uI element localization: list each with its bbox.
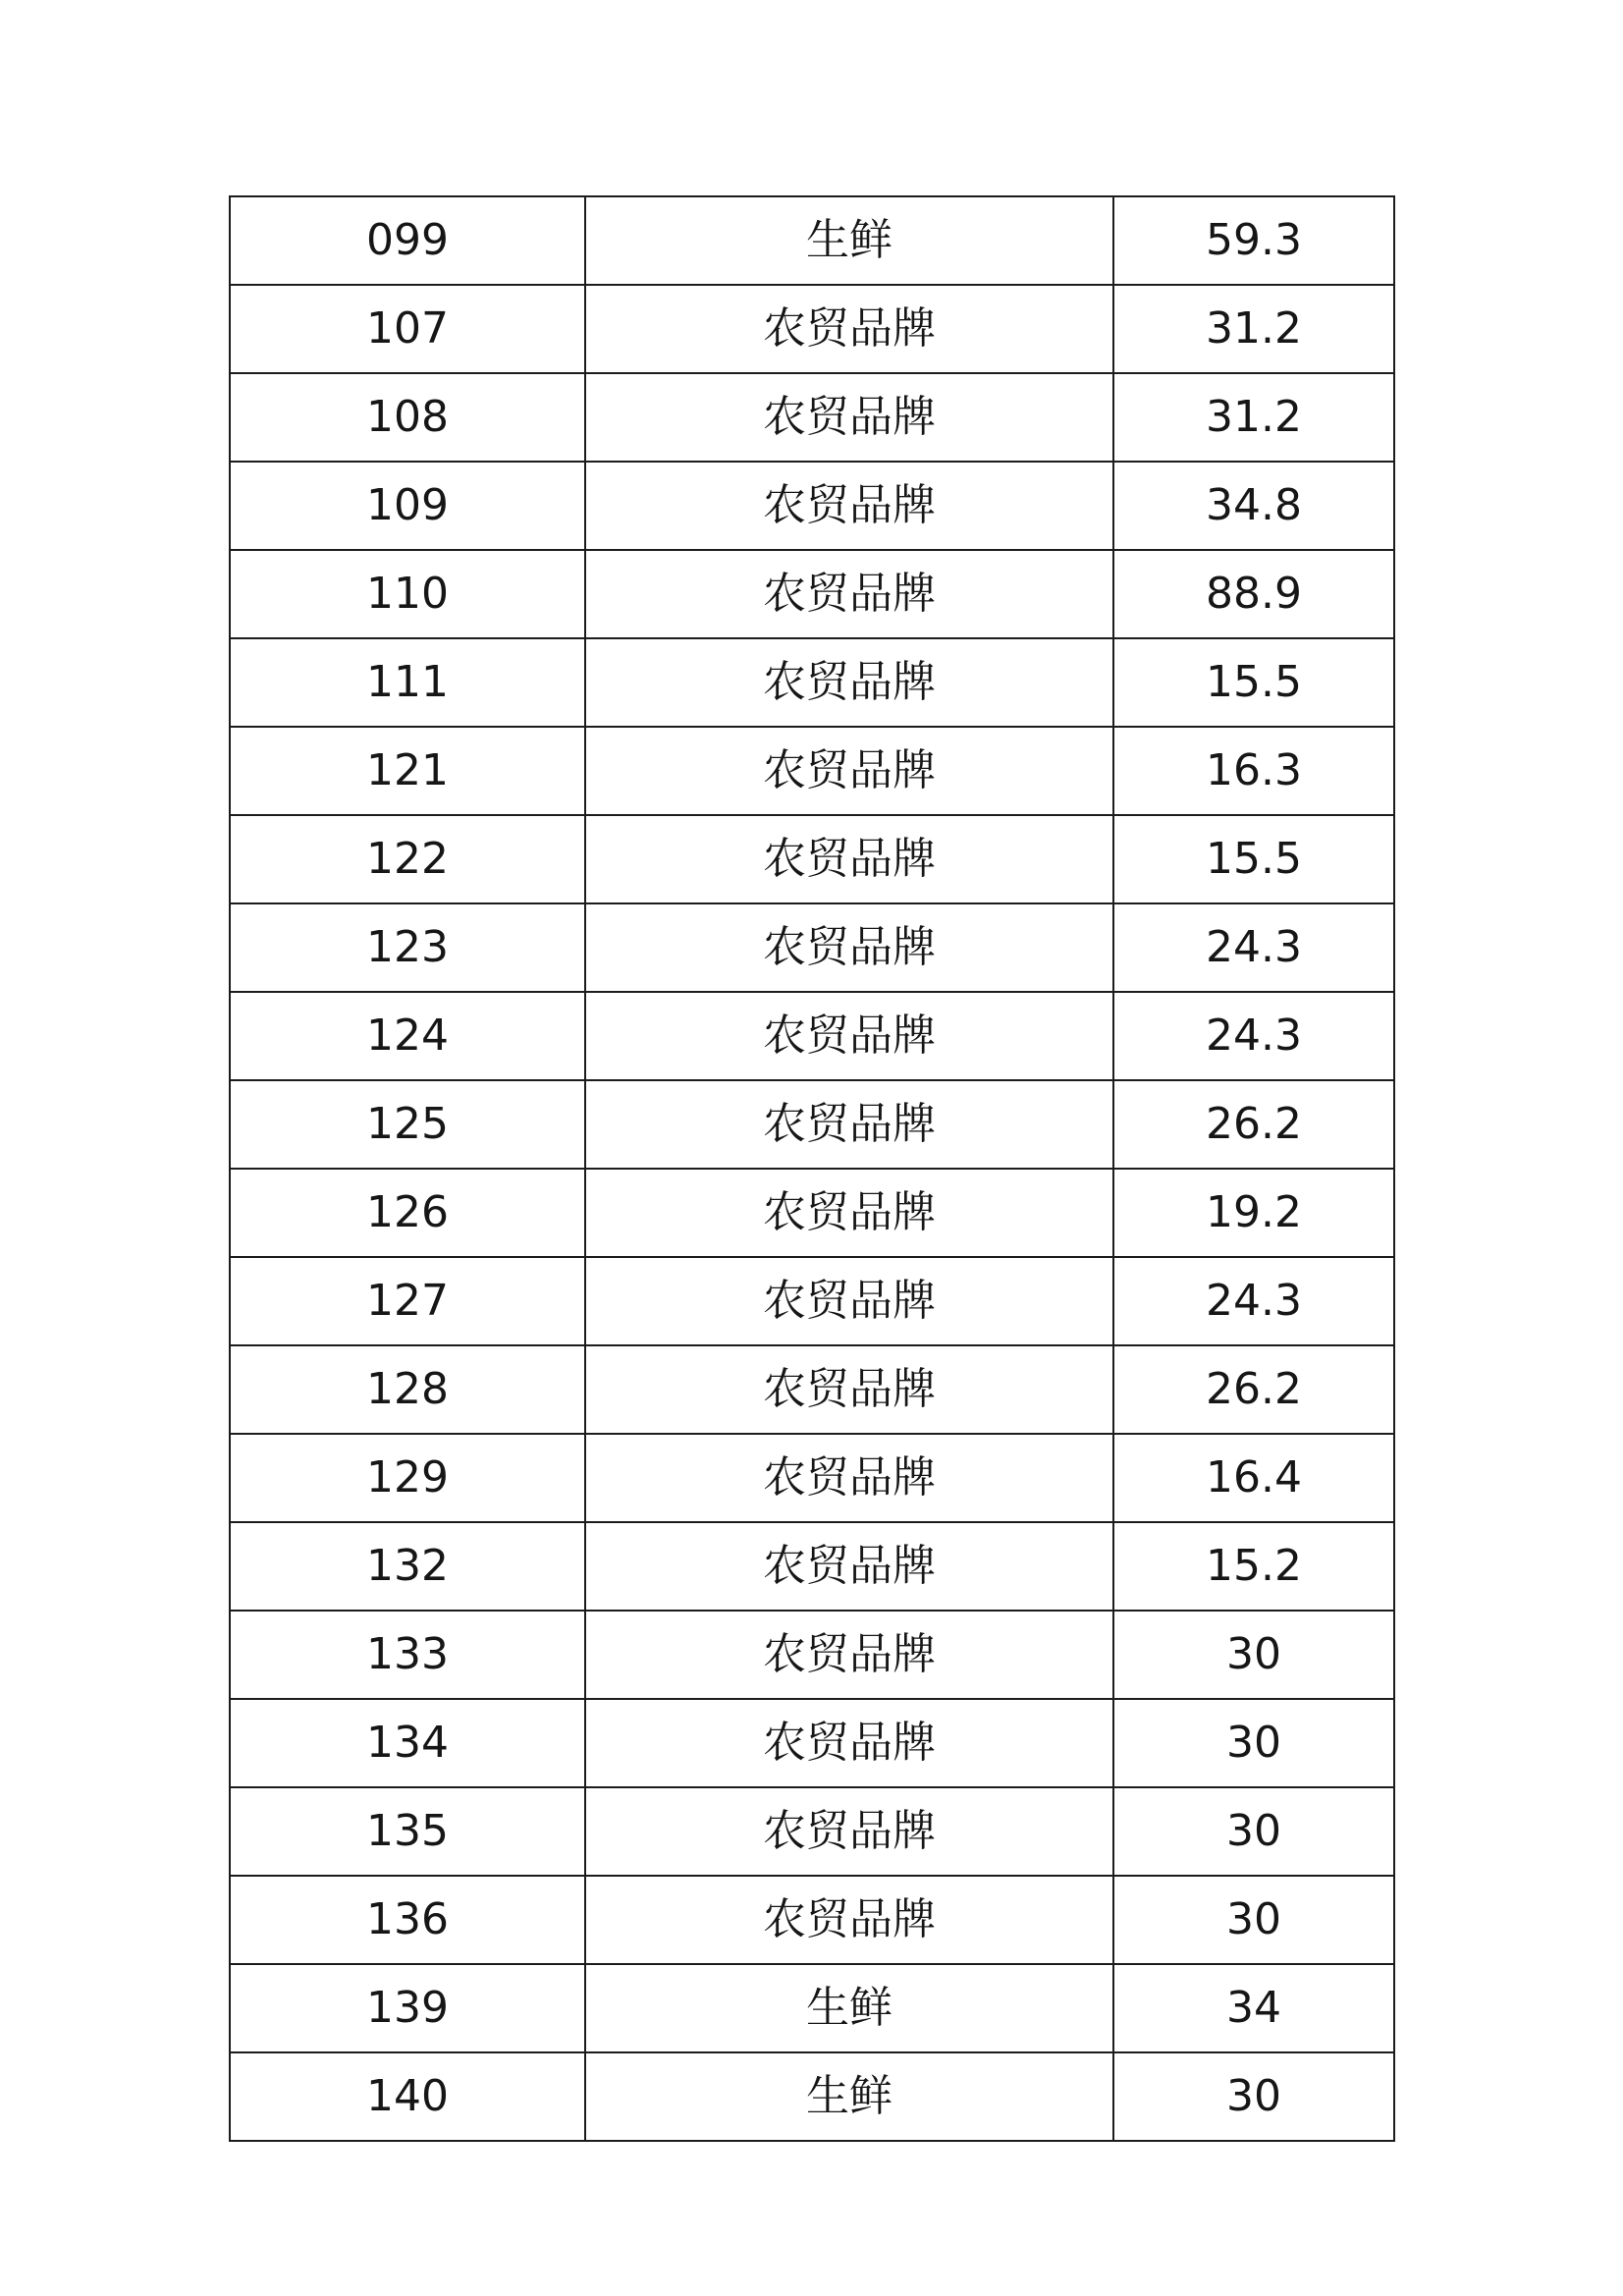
table-row [230,1080,1394,1169]
cell-category: 农贸品牌 [585,903,1113,992]
cell-category: 农贸品牌 [585,1876,1113,1964]
cell-value: 34 [1113,1964,1394,2052]
cell-category: 农贸品牌 [585,1611,1113,1699]
cell-category: 农贸品牌 [585,285,1113,373]
cell-id: 108 [230,373,585,462]
cell-value: 26.2 [1113,1080,1394,1169]
table-row [230,815,1394,903]
cell-id: 133 [230,1611,585,1699]
cell-id: 140 [230,2052,585,2141]
cell-value: 24.3 [1113,1257,1394,1345]
cell-category: 生鲜 [585,2052,1113,2141]
cell-value: 26.2 [1113,1345,1394,1434]
cell-id: 124 [230,992,585,1080]
cell-id: 135 [230,1787,585,1876]
table-row [230,1787,1394,1876]
table-row [230,1257,1394,1345]
cell-id: 134 [230,1699,585,1787]
cell-value: 30 [1113,2052,1394,2141]
table-row [230,462,1394,550]
table-row [230,1964,1394,2052]
cell-id: 126 [230,1169,585,1257]
cell-id: 109 [230,462,585,550]
table-row [230,992,1394,1080]
cell-category: 农贸品牌 [585,1699,1113,1787]
cell-category: 生鲜 [585,1964,1113,2052]
cell-value: 15.2 [1113,1522,1394,1611]
cell-id: 139 [230,1964,585,2052]
cell-value: 34.8 [1113,462,1394,550]
cell-value: 15.5 [1113,815,1394,903]
table-row [230,1699,1394,1787]
cell-value: 24.3 [1113,992,1394,1080]
cell-category: 农贸品牌 [585,815,1113,903]
cell-id: 125 [230,1080,585,1169]
cell-id: 099 [230,196,585,285]
table-row [230,196,1394,285]
cell-category: 农贸品牌 [585,1787,1113,1876]
table-row [230,1434,1394,1522]
table-body [230,196,1394,2141]
cell-category: 农贸品牌 [585,550,1113,638]
table-row [230,1169,1394,1257]
cell-id: 127 [230,1257,585,1345]
cell-value: 30 [1113,1787,1394,1876]
cell-value: 31.2 [1113,285,1394,373]
cell-category: 农贸品牌 [585,1169,1113,1257]
cell-category: 农贸品牌 [585,727,1113,815]
cell-id: 122 [230,815,585,903]
table-row [230,903,1394,992]
cell-category: 生鲜 [585,196,1113,285]
cell-id: 132 [230,1522,585,1611]
table-row [230,1345,1394,1434]
table-row [230,1611,1394,1699]
table-row [230,1876,1394,1964]
cell-value: 24.3 [1113,903,1394,992]
cell-category: 农贸品牌 [585,1345,1113,1434]
cell-id: 123 [230,903,585,992]
cell-value: 19.2 [1113,1169,1394,1257]
table-row [230,1522,1394,1611]
table-row [230,373,1394,462]
cell-value: 30 [1113,1611,1394,1699]
cell-id: 128 [230,1345,585,1434]
cell-id: 121 [230,727,585,815]
cell-id: 136 [230,1876,585,1964]
cell-category: 农贸品牌 [585,1257,1113,1345]
data-table [229,195,1395,2142]
cell-value: 59.3 [1113,196,1394,285]
cell-id: 129 [230,1434,585,1522]
table-row [230,550,1394,638]
cell-value: 16.4 [1113,1434,1394,1522]
table-row [230,285,1394,373]
cell-id: 107 [230,285,585,373]
cell-category: 农贸品牌 [585,462,1113,550]
cell-value: 88.9 [1113,550,1394,638]
table-row [230,2052,1394,2141]
cell-id: 110 [230,550,585,638]
table-row [230,727,1394,815]
cell-category: 农贸品牌 [585,1522,1113,1611]
table-row [230,638,1394,727]
cell-value: 31.2 [1113,373,1394,462]
cell-category: 农贸品牌 [585,1434,1113,1522]
cell-value: 30 [1113,1699,1394,1787]
cell-category: 农贸品牌 [585,638,1113,727]
cell-value: 15.5 [1113,638,1394,727]
cell-category: 农贸品牌 [585,992,1113,1080]
cell-value: 30 [1113,1876,1394,1964]
cell-category: 农贸品牌 [585,373,1113,462]
cell-category: 农贸品牌 [585,1080,1113,1169]
cell-id: 111 [230,638,585,727]
cell-value: 16.3 [1113,727,1394,815]
